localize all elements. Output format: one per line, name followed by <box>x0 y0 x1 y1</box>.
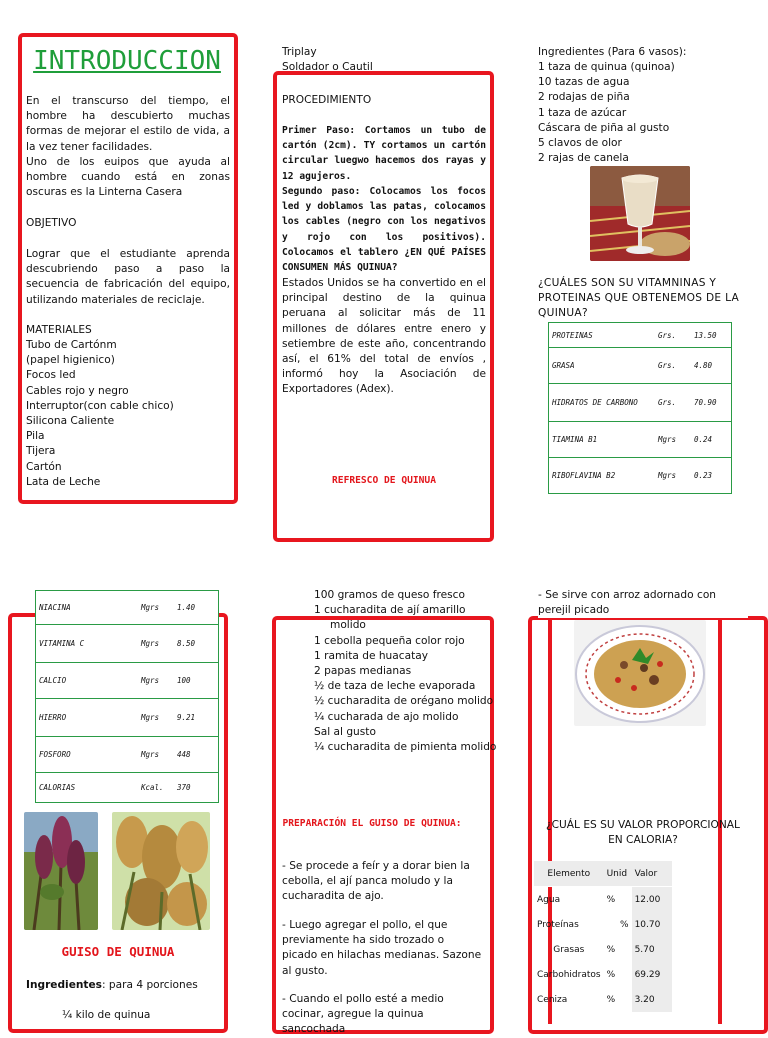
table-header: Elemento <box>534 861 604 887</box>
list-item: 1 taza de quinua (quinoa) <box>538 61 675 73</box>
table-row <box>534 962 672 987</box>
table-cell: 69.29 <box>632 962 672 987</box>
table-row <box>36 773 219 803</box>
ingredientes-rest: : para 4 porciones <box>101 979 198 991</box>
list-item: 2 rajas de canela <box>538 152 629 165</box>
ingredientes-label: Ingredientes <box>26 979 102 991</box>
list-item: ½ de taza de leche evaporada <box>314 680 476 693</box>
nutrient-unit: Mgrs <box>655 458 691 494</box>
refresco-title: REFRESCO DE QUINUA <box>332 475 436 486</box>
nutrient-value: 448 <box>174 737 219 773</box>
list-item: Interruptor(con cable chico) <box>26 399 174 412</box>
list-item: Sal al gusto <box>314 725 376 738</box>
list-item: 100 gramos de queso fresco <box>314 589 465 601</box>
table-cell: 3.20 <box>632 987 672 1012</box>
list-item: ½ cucharadita de orégano molido <box>314 695 494 708</box>
list-item: (papel higienico) <box>26 354 115 367</box>
guiso-ingredientes-header <box>26 978 198 993</box>
nutrient-unit: Kcal. <box>138 773 174 803</box>
prep-step-2: - Luego agregar el pollo, el que previamente ha sido trozado o picado en hilachas medianas. Sazone al gusto. <box>282 919 482 977</box>
vitaminas-question: ¿CUÁLES SON SU VITAMNINAS Y PROTEINAS QUE OBTENEMOS DE LA QUINUA? <box>538 277 740 320</box>
nutrient-value: 70.90 <box>691 384 732 422</box>
nutrient-value: 4.80 <box>691 348 732 384</box>
intro-title: INTRODUCCION <box>33 46 221 76</box>
table-cell: % <box>606 944 616 955</box>
nutrient-unit: Mgrs <box>138 625 174 663</box>
nutrient-value: 13.50 <box>691 323 732 348</box>
list-item: molido <box>330 619 366 632</box>
table-cell: Agua <box>537 894 561 905</box>
table-cell: 12.00 <box>632 887 672 913</box>
table-cell: 5.70 <box>632 937 672 962</box>
nutrient-value: 0.23 <box>691 458 732 494</box>
table-row <box>36 737 219 773</box>
table-header: Valor <box>632 861 672 887</box>
preparacion-title: PREPARACIÓN EL GUISO DE QUINUA: <box>282 818 462 829</box>
list-item: 1 ramita de huacatay <box>314 649 428 662</box>
list-item: Focos led <box>26 369 76 382</box>
intro-paragraph-2: Uno de los euipos que ayuda al hombre cuando está en zonas oscuras es la Linterna Casera <box>26 156 230 199</box>
guiso-photo <box>574 620 706 726</box>
objetivo-label: OBJETIVO <box>26 217 77 229</box>
nutrient-name: NIACINA <box>36 591 139 625</box>
quinua-paragraph: Estados Unidos se ha convertido en el principal destino de la quinua peruana al solicitar más de 11 millones de dólares entre enero y setiembre de este año, concentrando así, el 61% del total de envíos , informó hoy la Asociación de Exportadores (Adex). <box>282 277 486 396</box>
nutrient-name: PROTEINAS <box>549 323 656 348</box>
table-row <box>534 987 672 1012</box>
nutrient-unit: Grs. <box>655 323 691 348</box>
list-item: 2 papas medianas <box>314 665 412 678</box>
nutrient-name: CALORIAS <box>36 773 139 803</box>
quinua-plant-photo-1 <box>24 812 98 930</box>
list-item: 1 taza de azúcar <box>538 106 627 119</box>
guiso-title: GUISO DE QUINUA <box>61 944 175 959</box>
table-row <box>36 699 219 737</box>
nutrient-name: HIERRO <box>36 699 139 737</box>
nutrient-name: TIAMINA B1 <box>549 422 656 458</box>
list-item: 10 tazas de agua <box>538 76 630 89</box>
calorias-question: ¿CUÁL ES SU VALOR PROPORCIONAL EN CALORIA? <box>546 819 740 847</box>
nutrient-unit: Mgrs <box>138 591 174 625</box>
objetivo-text: Lograr que el estudiante aprenda descubriendo paso a paso la secuencia de fabricación del equipo, utilizando materiales de reciclaje. <box>26 248 230 306</box>
table-row <box>549 384 732 422</box>
table-row <box>534 937 672 962</box>
list-item: ¼ cucharadita de pimienta molido <box>314 741 497 754</box>
list-item: Silicona Caliente <box>26 415 115 428</box>
paso-2: Segundo paso: Colocamos los focos led y doblamos las patas, colocamos los cables (negro con los negativos y rojo con los positivos). Colocamos el tablero ¿EN QUÉ PAÍSES CONSUMEN MÁS QUINUA? <box>282 186 486 274</box>
ingredientes-title: Ingredientes (Para 6 vasos): <box>538 46 687 58</box>
table-row <box>36 663 219 699</box>
list-item: Cáscara de piña al gusto <box>538 121 670 134</box>
nutrients-table-1 <box>548 322 732 494</box>
materiales-list <box>26 338 174 490</box>
list-item: ¼ cucharada de ajo molido <box>314 710 459 723</box>
nutrient-value: 8.50 <box>174 625 219 663</box>
guiso-ingredientes-list <box>314 588 496 755</box>
table-cell: 10.70 <box>632 912 672 937</box>
table-cell: % <box>620 919 629 930</box>
nutrient-unit: Mgrs <box>138 663 174 699</box>
table-row <box>534 912 672 937</box>
table-row <box>534 887 672 913</box>
table-cell: % <box>606 994 616 1005</box>
nutrient-value: 1.40 <box>174 591 219 625</box>
refresco-ingredientes <box>538 60 675 166</box>
nutrient-unit: Mgrs <box>655 422 691 458</box>
table-row <box>36 591 219 625</box>
materiales-label: MATERIALES <box>26 324 92 336</box>
prep-step-1: - Se procede a feír y a dorar bien la cebolla, el ají panca moludo y la cucharadita de ajo. <box>282 860 470 903</box>
table-row <box>549 422 732 458</box>
list-item: Lata de Leche <box>26 475 101 488</box>
nutrient-unit: Grs. <box>655 348 691 384</box>
procedimiento-label: PROCEDIMIENTO <box>282 94 372 106</box>
list-item: Cables rojo y negro <box>26 384 129 397</box>
nutrient-name: RIBOFLAVINA B2 <box>549 458 656 494</box>
table-header-row <box>534 861 672 887</box>
quinua-plant-photo-2 <box>112 812 210 930</box>
nutrient-name: VITAMINA C <box>36 625 139 663</box>
list-item: Tijera <box>26 445 56 458</box>
prep-step-3: - Cuando el pollo esté a medio cocinar, agregue la quinua sancochada <box>282 993 444 1036</box>
list-item: 5 clavos de olor <box>538 137 622 150</box>
refresco-photo <box>590 166 690 261</box>
nutrient-name: HIDRATOS DE CARBONO <box>549 384 656 422</box>
nutrient-name: FOSFORO <box>36 737 139 773</box>
table-row <box>549 458 732 494</box>
nutrient-unit: Grs. <box>655 384 691 422</box>
table-header: Unid <box>604 861 632 887</box>
nutrient-name: CALCIO <box>36 663 139 699</box>
table-cell: Grasas <box>553 944 585 955</box>
table-cell: % <box>606 969 616 980</box>
calorias-table <box>534 861 672 1012</box>
list-item: ¼ kilo de quinua <box>62 1009 151 1021</box>
nutrient-value: 370 <box>174 773 219 803</box>
nutrient-unit: Mgrs <box>138 737 174 773</box>
nutrient-value: 100 <box>174 663 219 699</box>
nutrient-value: 9.21 <box>174 699 219 737</box>
table-cell: Proteínas <box>537 919 579 930</box>
list-item: Tubo de Cartónm <box>26 339 117 351</box>
paso-1: Primer Paso: Cortamos un tubo de cartón (2cm). TY cortamos un cartón circular luegwo hacemos dos rayas y 12 agujeros. <box>282 125 486 182</box>
intro-paragraph: En el transcurso del tiempo, el hombre ha descubierto muchas formas de mejorar el estilo de vida, a la vez tener facilidades. <box>26 95 230 153</box>
list-item: 2 rodajas de piña <box>538 91 630 104</box>
table-row <box>549 348 732 384</box>
nutrients-table-2 <box>35 590 219 803</box>
nutrient-unit: Mgrs <box>138 699 174 737</box>
list-item: Pila <box>26 430 45 443</box>
table-row <box>549 323 732 348</box>
serve-note: - Se sirve con arroz adornado con perejil picado <box>538 588 748 618</box>
table-cell: Ceniza <box>537 994 568 1005</box>
list-item: 1 cebolla pequeña color rojo <box>314 634 465 647</box>
list-item: Cartón <box>26 460 62 473</box>
list-item: Soldador o Cautil <box>282 61 373 74</box>
nutrient-name: GRASA <box>549 348 656 384</box>
table-row <box>36 625 219 663</box>
list-item: 1 cucharadita de ají amarillo <box>314 604 466 617</box>
list-item: Triplay <box>282 46 317 58</box>
table-cell: % <box>606 894 616 905</box>
table-cell: Carbohidratos <box>537 969 601 980</box>
nutrient-value: 0.24 <box>691 422 732 458</box>
